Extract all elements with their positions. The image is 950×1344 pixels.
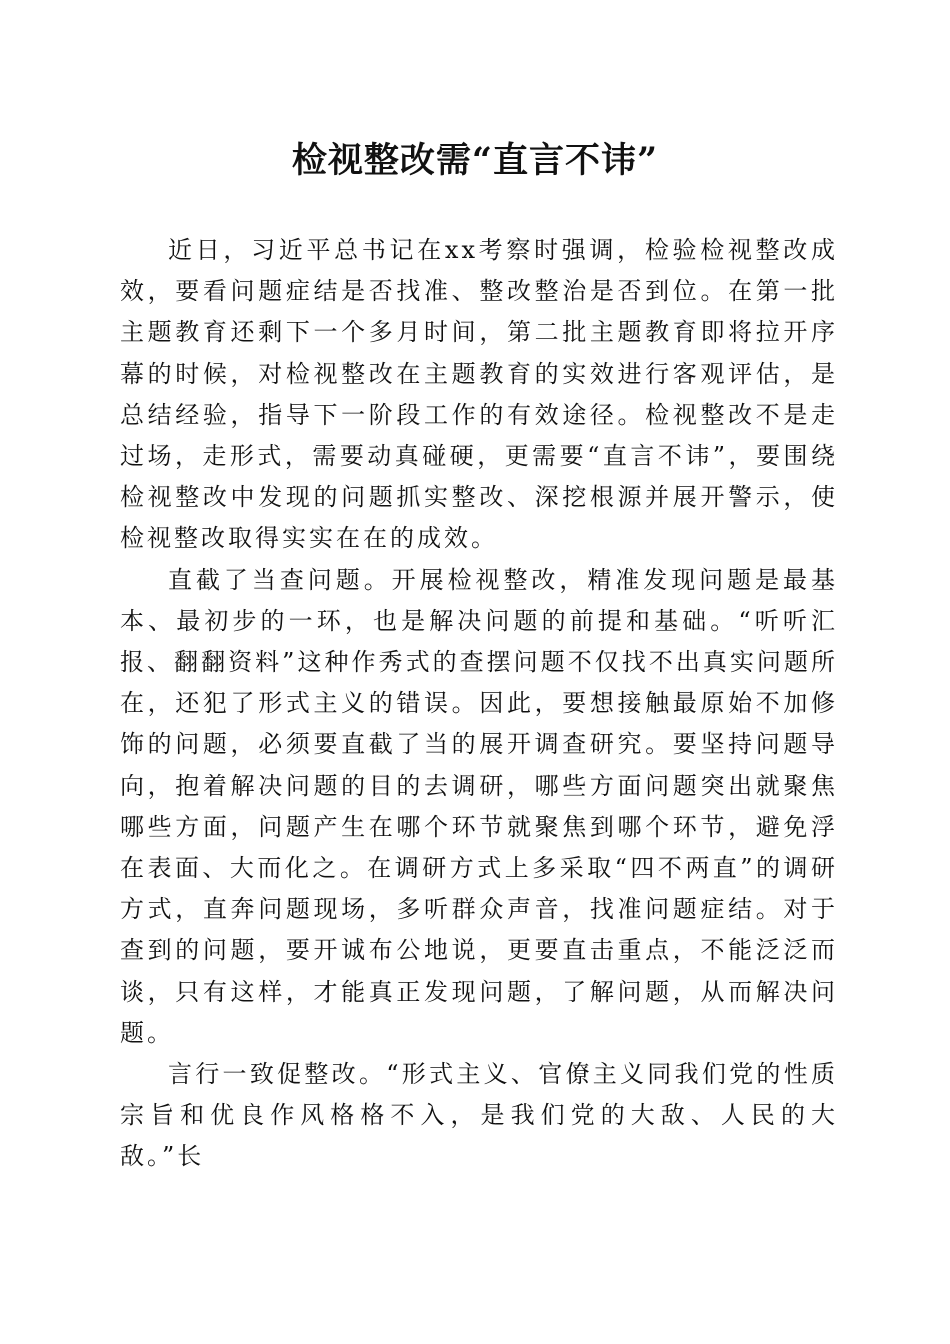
paragraph-intro: 近日，习近平总书记在xx考察时强调，检验检视整改成效，要看问题症结是否找准、整改整治是否到位。在第一批主题教育还剩下一个多月时间，第二批主题教育即将拉开序幕的时候，对检视整改在主题教育的实效进行客观评估，是总结经验，指导下一阶段工作的有效途径。检视整改不是走过场，走形式，需要动真碰硬，更需要“直言不讳”，要围绕检视整改中发现的问题抓实整改、深挖根源并展开警示，使检视整改取得实实在在的成效。 (120, 236, 838, 553)
document-title: 检视整改需“直言不讳” (291, 140, 659, 181)
paragraph-rectification: 言行一致促整改。“形式主义、官僚主义同我们党的性质宗旨和优良作风格格不入，是我们党的大敌、人民的大敌。”长 (120, 1060, 838, 1171)
document-body (120, 230, 838, 1178)
paragraph-find-problems: 直截了当查问题。开展检视整改，精准发现问题是最基本、最初步的一环，也是解决问题的前提和基础。“听听汇报、翻翻资料”这种作秀式的查摆问题不仅找不出真实问题所在，还犯了形式主义的错误。因此，要想接触最原始不加修饰的问题，必须要直截了当的展开调查研究。要坚持问题导向，抱着解决问题的目的去调研，哪些方面问题突出就聚焦哪些方面，问题产生在哪个环节就聚焦到哪个环节，避免浮在表面、大而化之。在调研方式上多采取“四不两直”的调研方式，直奔问题现场，多听群众声音，找准问题症结。对于查到的问题，要开诚布公地说，更要直击重点，不能泛泛而谈，只有这样，才能真正发现问题，了解问题，从而解决问题。 (120, 565, 838, 1047)
